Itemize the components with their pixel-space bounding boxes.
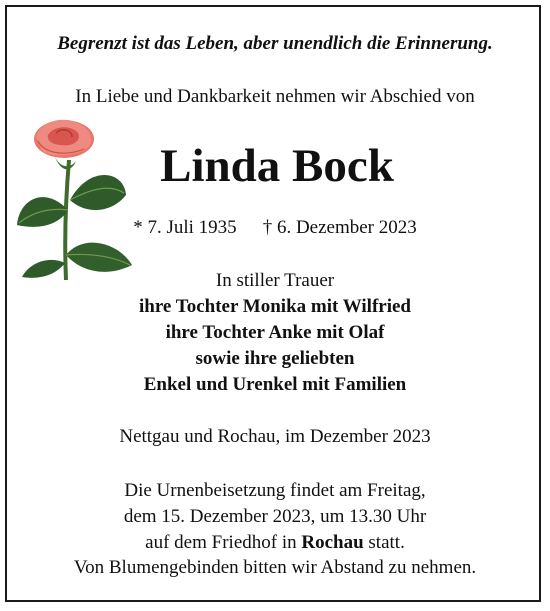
- birth-date: * 7. Juli 1935: [133, 217, 237, 238]
- intro-text: In Liebe und Dankbarkeit nehmen wir Abschied von: [75, 86, 475, 107]
- funeral-place: Rochau: [301, 532, 364, 553]
- death-date: † 6. Dezember 2023: [262, 217, 417, 238]
- funeral-text: statt.: [368, 532, 405, 553]
- mourner-line: Enkel und Urenkel mit Familien: [143, 374, 407, 395]
- mourner-line: ihre Tochter Monika mit Wilfried: [139, 296, 411, 317]
- mourner-line: ihre Tochter Anke mit Olaf: [165, 322, 385, 343]
- life-dates: [0, 217, 550, 239]
- funeral-line: dem 15. Dezember 2023, um 13.30 Uhr: [123, 506, 427, 527]
- funeral-line: Die Urnenbeisetzung findet am Freitag,: [124, 480, 426, 501]
- funeral-line: [0, 532, 550, 554]
- motto-text: Begrenzt ist das Leben, aber unendlich die Erinnerung.: [57, 33, 493, 54]
- mourners-heading: In stiller Trauer: [215, 270, 335, 291]
- flowers-request: Von Blumengebinden bitten wir Abstand zu nehmen.: [73, 557, 477, 578]
- deceased-name: Linda Bock: [160, 140, 394, 192]
- place-date: Nettgau und Rochau, im Dezember 2023: [119, 426, 431, 447]
- funeral-text: auf dem Friedhof in: [145, 532, 297, 553]
- mourner-line: sowie ihre geliebten: [195, 348, 355, 369]
